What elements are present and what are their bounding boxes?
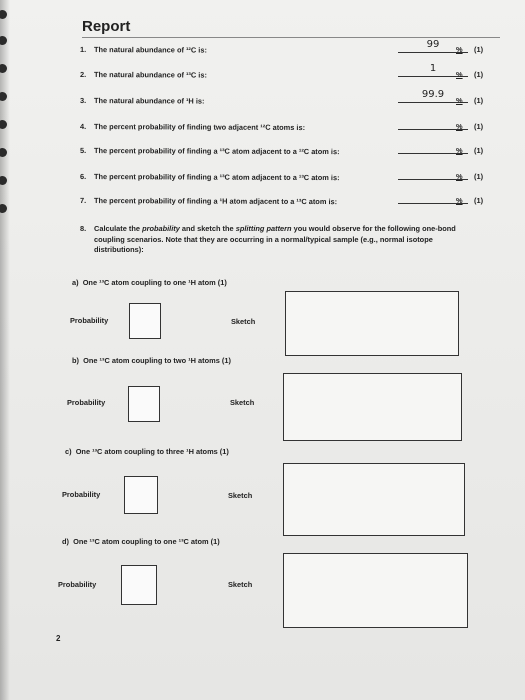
q8-line1-end: you would observe for the following one-bond — [291, 224, 456, 233]
question-7 — [80, 196, 400, 206]
question-8 — [80, 224, 480, 256]
binder-hole — [0, 204, 7, 213]
question-number: 3. — [79, 96, 87, 106]
q8-italic-splitting-pattern: splitting pattern — [235, 224, 292, 233]
part-text: One ¹³C atom coupling to two ¹H atoms (1) — [83, 356, 231, 365]
page-number: 2 — [56, 634, 61, 643]
mark-value: (1) — [474, 45, 484, 54]
part-label: a) — [72, 278, 79, 287]
answer-field-3[interactable]: 99.9 — [398, 90, 468, 103]
part-label: b) — [72, 356, 79, 365]
binder-hole — [0, 10, 7, 19]
binder-hole — [0, 64, 7, 73]
question-text: The percent probability of finding a ¹³C atom adjacent to a ¹²C atom is: — [93, 146, 340, 157]
percent-unit: % — [456, 122, 463, 131]
percent-unit: % — [456, 172, 463, 181]
mark-value: (1) — [474, 70, 484, 79]
sketch-label: Sketch — [228, 580, 253, 589]
percent-unit: % — [456, 45, 463, 54]
question-number: 6. — [79, 172, 87, 182]
question-number: 1. — [79, 45, 87, 55]
question-text: The percent probability of finding a ¹³C atom adjacent to a ¹³C atom is: — [93, 172, 340, 183]
question-3 — [80, 96, 400, 106]
binder-hole — [0, 120, 7, 129]
q8-line2: coupling scenarios. Note that they are occurring in a normal/typical sample (e.g., normal isotope — [94, 234, 433, 244]
sketch-label: Sketch — [230, 398, 255, 407]
question-number: 8. — [80, 224, 87, 233]
question-4 — [80, 122, 400, 132]
binder-hole — [0, 36, 7, 45]
report-title: Report — [82, 18, 131, 35]
binder-hole — [0, 148, 7, 157]
question-number: 5. — [79, 146, 87, 156]
mark-value: (1) — [474, 172, 484, 181]
mark-value: (1) — [474, 96, 484, 105]
probability-label: Probability — [70, 316, 109, 325]
probability-box-a[interactable] — [129, 303, 161, 339]
question-1 — [80, 45, 400, 55]
probability-box-d[interactable] — [121, 565, 157, 605]
question-5 — [80, 146, 400, 156]
probability-label: Probability — [62, 490, 101, 499]
question-text: The natural abundance of ¹²C is: — [93, 45, 207, 55]
probability-box-b[interactable] — [128, 386, 160, 422]
binder-hole — [0, 176, 7, 185]
question-text: The natural abundance of ¹H is: — [93, 96, 205, 106]
question-2 — [80, 70, 400, 80]
probability-label: Probability — [58, 580, 97, 589]
part-c-heading — [65, 447, 229, 456]
part-label: c) — [65, 447, 72, 456]
percent-unit: % — [456, 96, 463, 105]
answer-field-2[interactable]: 1 — [398, 64, 468, 77]
percent-unit: % — [456, 70, 463, 79]
question-6 — [80, 172, 400, 182]
mark-value: (1) — [474, 146, 484, 155]
binder-holes — [0, 0, 12, 700]
title-divider — [82, 37, 500, 38]
sketch-label: Sketch — [231, 317, 256, 326]
answer-field-1[interactable]: 99 — [398, 40, 468, 53]
part-text: One ¹³C atom coupling to three ¹H atoms (1) — [75, 447, 229, 456]
part-text: One ¹³C atom coupling to one ¹H atom (1) — [82, 278, 227, 287]
sketch-box-b[interactable] — [283, 373, 462, 441]
sketch-label: Sketch — [228, 491, 253, 500]
binder-hole — [0, 92, 7, 101]
q8-line1-start: Calculate the — [94, 224, 143, 233]
probability-label: Probability — [67, 398, 106, 407]
part-a-heading — [72, 278, 227, 287]
question-text: The percent probability of finding two adjacent ¹²C atoms is: — [93, 122, 306, 132]
q8-line3: distributions): — [94, 245, 144, 254]
sketch-box-d[interactable] — [283, 553, 468, 628]
q8-italic-probability: probability — [142, 224, 180, 233]
question-number: 4. — [79, 122, 87, 132]
part-b-heading — [72, 356, 231, 365]
sketch-box-a[interactable] — [285, 291, 459, 356]
part-label: d) — [62, 537, 69, 546]
sketch-box-c[interactable] — [283, 463, 465, 536]
percent-unit: % — [456, 146, 463, 155]
question-number: 7. — [79, 196, 87, 206]
question-text: The natural abundance of ¹³C is: — [93, 70, 207, 80]
probability-box-c[interactable] — [124, 476, 158, 514]
q8-line1-mid: and sketch the — [179, 224, 236, 233]
mark-value: (1) — [474, 196, 484, 205]
question-text: The percent probability of finding a ¹H atom adjacent to a ¹³C atom is: — [93, 196, 338, 207]
part-text: One ¹³C atom coupling to one ¹³C atom (1) — [73, 537, 220, 546]
part-d-heading — [62, 537, 220, 546]
percent-unit: % — [456, 196, 463, 205]
mark-value: (1) — [474, 122, 484, 131]
question-number: 2. — [79, 70, 87, 80]
